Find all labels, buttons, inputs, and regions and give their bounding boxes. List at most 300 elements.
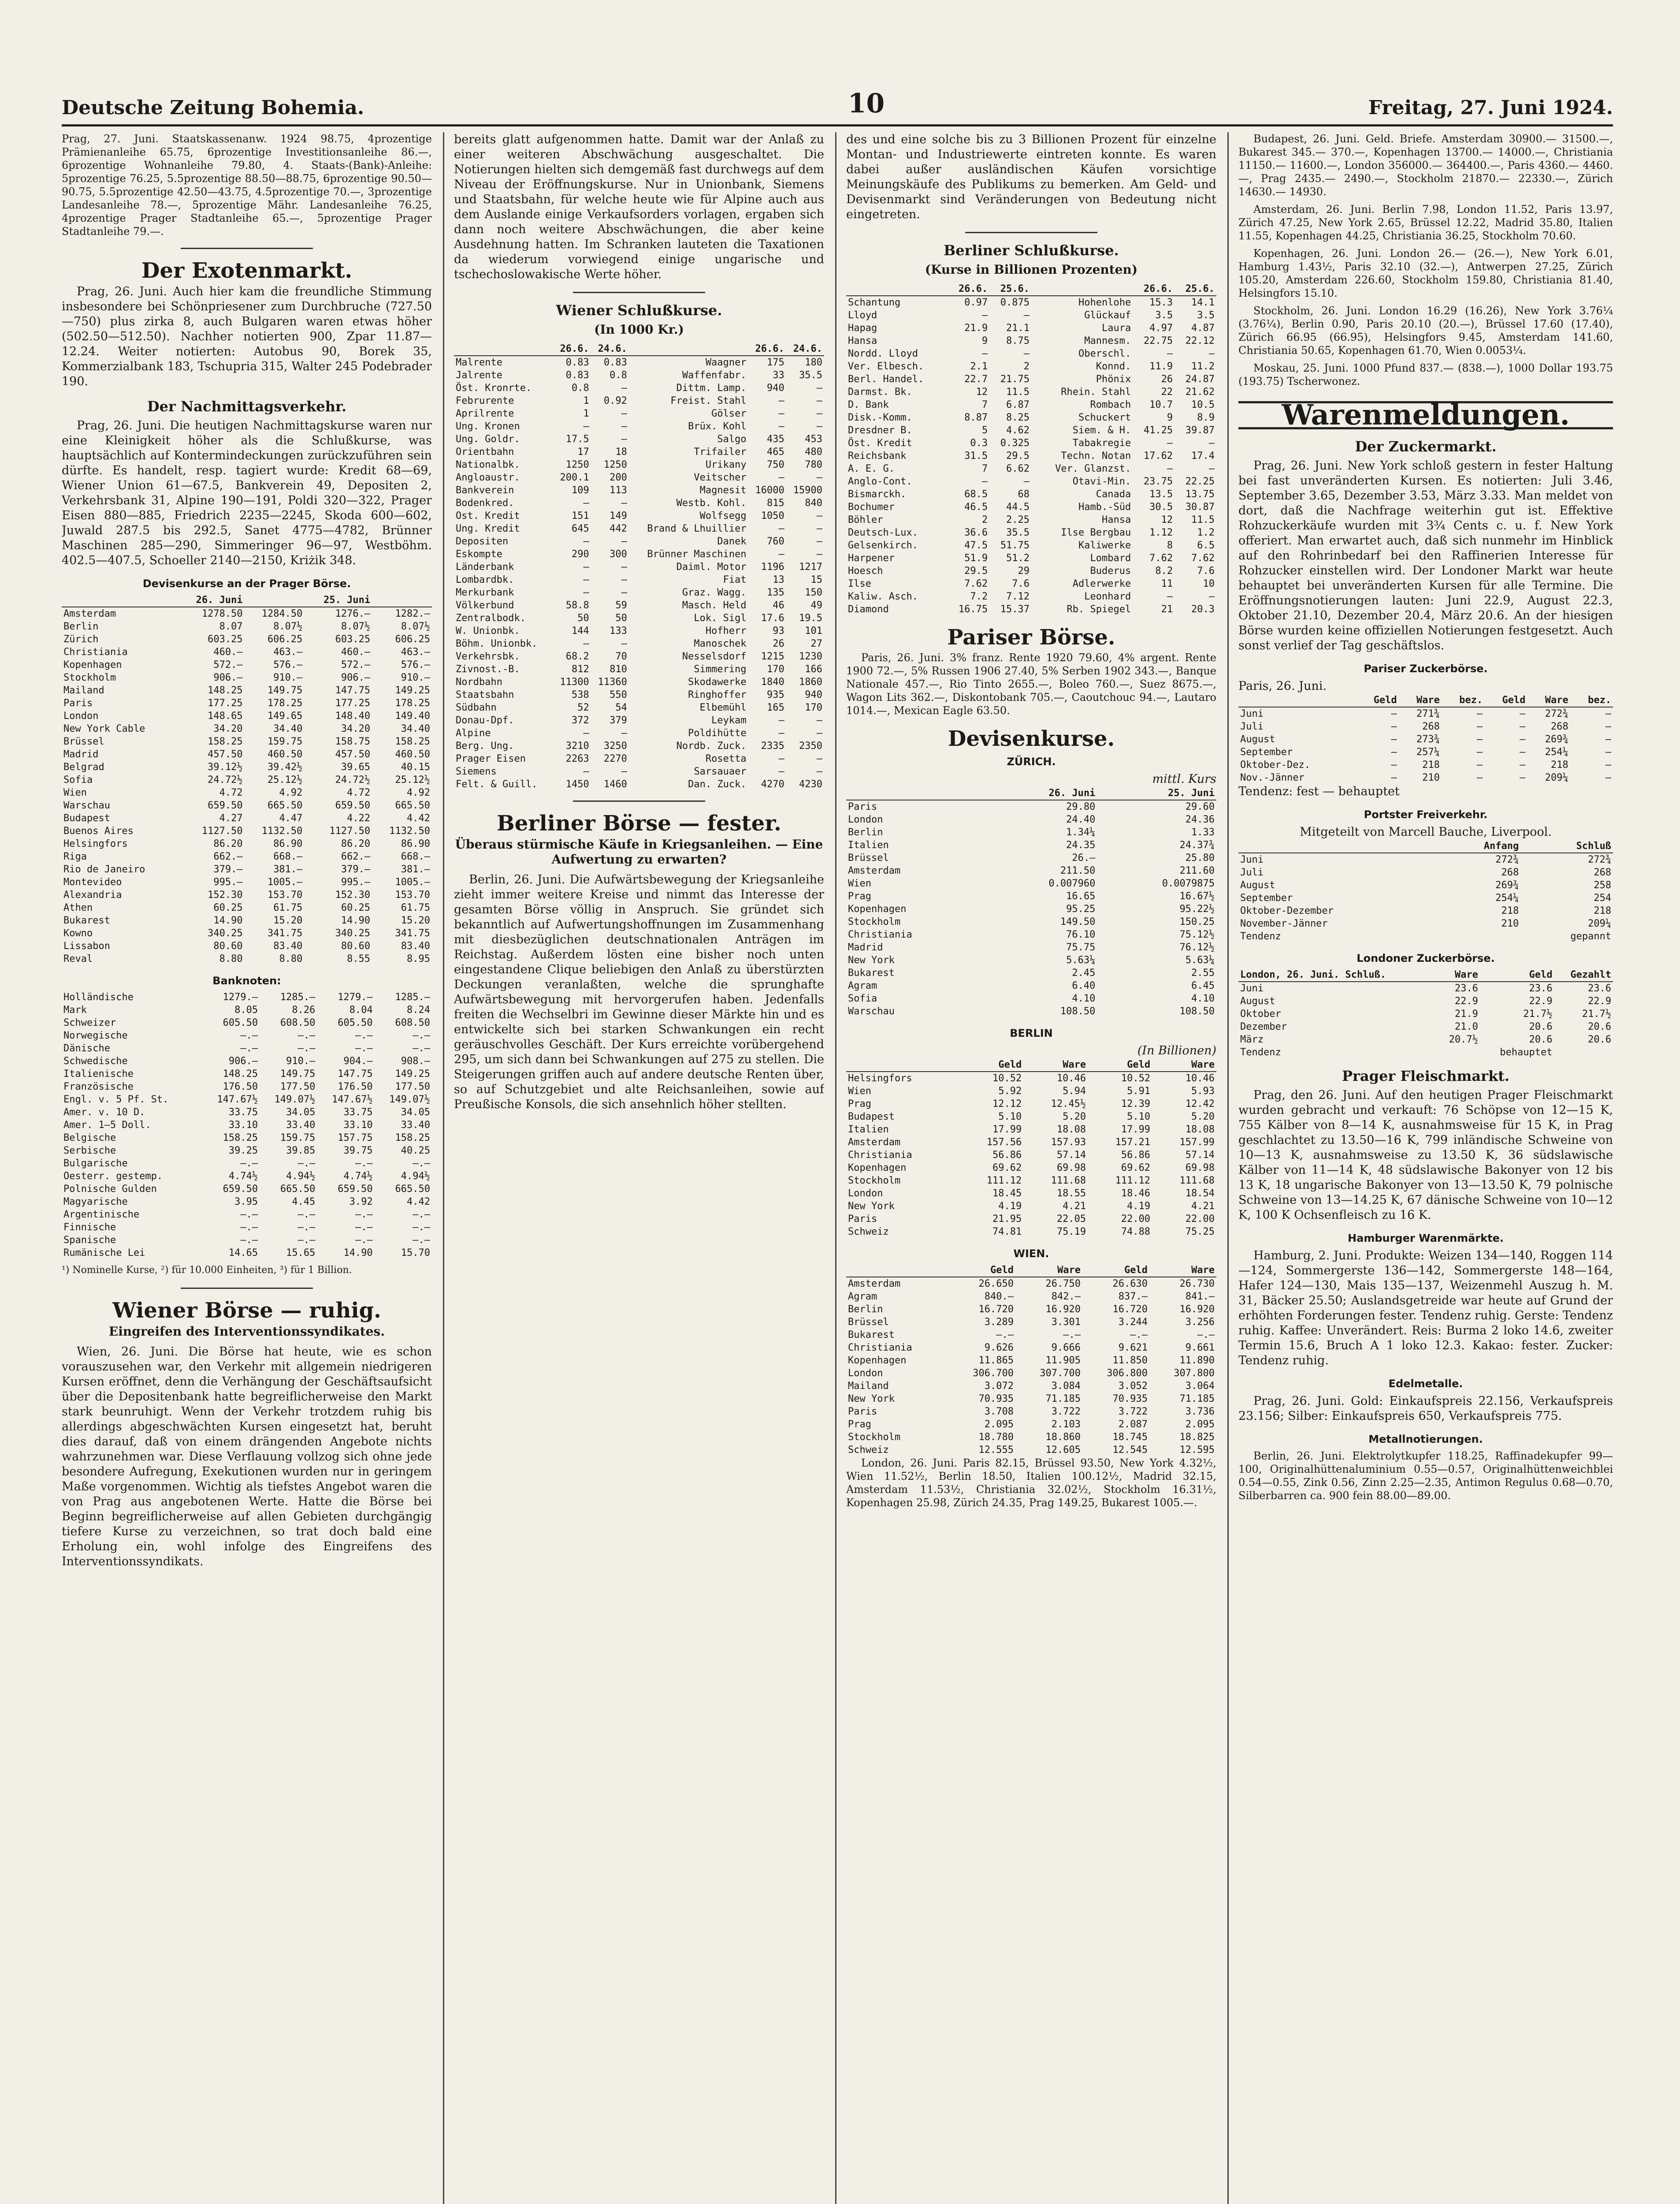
table-row [846,1303,1216,1316]
table-cell: Salgo [717,434,747,445]
table-cell: — [816,383,822,394]
table-cell: — [1167,348,1173,359]
table-cell: 840.— [984,1291,1014,1302]
table-cell: 11.905 [1045,1355,1081,1366]
table-row [846,1341,1216,1354]
table-cell: — [1167,591,1173,602]
table-cell: —.— [240,1235,258,1246]
table-cell: — [778,395,784,406]
table-row [846,1380,1216,1392]
table-row [846,826,1216,839]
table-row [846,1418,1216,1431]
table-cell: Budapest [848,1111,895,1122]
table-cell: 2 [1023,361,1030,372]
table-row [62,1042,432,1055]
table-cell: 659.50 [208,800,243,811]
table-row [62,722,432,735]
table-cell: Oktober [1240,1009,1281,1020]
table-cell: — [1391,708,1397,719]
table-cell: 58.8 [565,600,589,611]
table-cell: 22.00 [1185,1214,1215,1225]
table-cell: 51.2 [1006,553,1030,564]
table-cell: Prager Eisen [456,753,526,764]
table-cell: Athen [63,902,93,913]
table-row [846,462,1216,475]
table-row [454,701,824,714]
table-cell: Wien [848,878,871,889]
table-row [62,1183,432,1195]
table-cell: 5.20 [1191,1111,1215,1122]
column-2 [454,132,824,2204]
table-cell: Nordb. Zuck. [676,741,747,752]
table-cell: 4.22 [347,813,371,824]
column-header: Geld [1356,694,1398,707]
table-cell: Tendenz [1240,1047,1281,1058]
table-row [846,839,1216,852]
table-title: Metallnotierungen. [1368,1433,1483,1445]
wiener-schlusskurse-table [454,343,824,791]
table-cell: 12.12 [992,1098,1022,1109]
table-cell: — [583,498,589,509]
table-cell: 6.40 [1072,980,1096,991]
table-cell: Finnische [63,1222,116,1233]
table-cell: 70.935 [1112,1393,1148,1404]
table-cell: 11.5 [1006,387,1030,398]
table-row [454,663,824,676]
table-cell: 2.55 [1191,968,1215,979]
paris-zucker-table [1238,694,1613,784]
table-cell: Nationalbk. [456,459,520,470]
table-cell: 3.736 [1185,1406,1215,1417]
table-cell: 4.19 [1127,1201,1151,1212]
table-cell: 158.25 [208,736,243,747]
article-text: Amsterdam, 26. Juni. Berlin 7.98, London 11.52, Paris 13.97, Zürich 47.25, New York 2.65, Brüssel 12.22, Madrid 35.80, Italien 11.55, Kopenhagen 44.25, Christiania 36.25, Stockholm 70.60. [1238,203,1613,242]
table-cell: — [621,421,627,432]
table-cell: 9 [981,335,988,346]
table-cell: — [816,421,822,432]
table-cell: 22.7 [964,374,988,385]
table-cell: 26.— [1072,853,1096,864]
table-row [1238,707,1613,720]
table-cell: 75.25 [1185,1226,1215,1237]
table-cell: Argentinische [63,1209,140,1220]
column-header: 25. Juni [304,594,372,607]
table-cell: Urikany [705,459,747,470]
table-cell: 149.25 [395,1068,430,1080]
table-cell: 147.75 [338,1068,373,1080]
table-cell: 33.40 [401,1120,430,1131]
column-header: 25.6. [1175,283,1216,296]
article-text: Stockholm, 26. Juni. London 16.29 (16.26), New York 3.76¼ (3.76¼), Berlin 0.90, Paris 20.10 (20.—), Brüssel 17.60 (17.40), Zürich 66.95 (66.95), Helsingfors 9.45, Amsterdam 141.60, Christiania 50.65, Kopenhagen 61.70, Wien 0.0053¼. [1238,305,1613,357]
table-cell: 668.— [273,851,303,862]
table-cell: 200.1 [560,472,589,483]
table-cell: 24.72½ [208,774,243,786]
table-cell: 1230 [799,651,822,662]
table-cell: 8.07½ [273,621,303,632]
table-cell: Länderbank [456,562,514,573]
table-cell: 21.7½ [1582,1009,1611,1020]
table-cell: 662.— [341,851,371,862]
table-cell: Sofia [63,774,93,786]
table-cell: 307.800 [1174,1368,1215,1379]
table-cell: 83.40 [401,941,430,952]
table-cell: Glückauf [1084,310,1131,321]
article-text: Moskau, 25. Juni. 1000 Pfund 837.— (838.—), 1000 Dollar 193.75 (193.75) Tscherwonez. [1238,362,1613,387]
table-cell: 340.25 [335,928,371,939]
table-cell: Montevideo [63,877,122,888]
table-row [1238,771,1613,784]
table-cell: — [1476,772,1483,783]
table-row [62,1029,432,1042]
table-row [846,1444,1216,1456]
table-cell: Juli [1240,867,1264,878]
table-cell: 8.75 [1006,335,1030,346]
section-title: Der Exotenmarkt. [141,258,353,283]
table-cell: 61.75 [273,902,303,913]
table-cell: 21.62 [1185,387,1215,398]
table-cell: — [1391,772,1397,783]
table-row [62,646,432,659]
table-cell: Hoesch [848,566,883,577]
table-cell: A. E. G. [848,463,895,474]
table-cell: 645 [571,523,589,534]
table-cell: 1279.— [223,992,258,1003]
table-cell: 159.75 [280,1132,316,1143]
table-cell: 572.— [213,659,243,670]
table-cell: — [1391,721,1397,732]
table-cell: 8.2 [1155,566,1173,577]
table-cell: 11300 [560,677,589,688]
table-cell: 4270 [761,779,784,790]
table-cell: —.— [240,1209,258,1220]
table-cell: 5.63¼ [1066,955,1096,966]
table-cell: 910.— [286,1056,316,1067]
table-cell: — [583,587,589,598]
table-cell: 550 [610,689,627,700]
table-row [454,676,824,689]
table-cell: 18.46 [1121,1188,1151,1199]
table-cell: Freist. Stahl [670,395,747,406]
table-cell: 4.45 [292,1196,316,1207]
table-cell: Bochumer [848,502,895,513]
table-cell: Amer. 1—5 Doll. [63,1120,151,1131]
table-cell: Schwedische [63,1056,128,1067]
table-cell: 47.5 [964,540,988,551]
table-cell: Brüssel [848,853,889,864]
table-row [62,1055,432,1068]
table-row [454,369,824,382]
table-cell: Simmering [694,664,747,675]
column-rule [1227,132,1229,2204]
table-cell: 2263 [565,753,589,764]
table-cell: 1196 [761,562,784,573]
column-header: Geld [1082,1264,1149,1277]
table-cell: 8 [1167,540,1173,551]
table-cell: 148.25 [208,685,243,696]
table-cell: Dittm. Lamp. [676,383,747,394]
table-cell: 57.14 [1185,1150,1215,1161]
table-cell: —.— [240,1030,258,1041]
table-cell: — [816,766,822,777]
table-cell: 0.83 [565,357,589,368]
table-cell: 80.60 [213,941,243,952]
berliner-schlusskurse-table [846,283,1216,616]
table-cell: 60.25 [341,902,371,913]
table-cell: 15 [810,574,822,585]
table-cell: 4230 [799,779,822,790]
table-row [454,382,824,395]
table-cell: Hohenlohe [1078,297,1131,308]
table-cell: 1132.50 [261,826,303,837]
table-cell: 4.97 [1149,323,1173,334]
table-cell: 3.301 [1051,1317,1081,1328]
table-cell: 11.890 [1179,1355,1215,1366]
table-cell: Riga [63,851,87,862]
table-cell: 33.75 [343,1107,373,1118]
table-cell: August [1240,734,1275,745]
table-row [454,522,824,535]
table-row [846,514,1216,526]
table-cell: 435 [767,434,784,445]
table-cell: 603.25 [335,634,371,645]
table-cell: — [816,536,822,547]
table-cell: 147.67½ [217,1094,258,1105]
table-cell: Kaliw. Asch. [848,591,918,602]
table-row [846,501,1216,514]
table-row [62,684,432,697]
table-cell: 4.42 [407,1196,430,1207]
table-cell: — [621,434,627,445]
table-cell: 10 [1203,578,1215,589]
table-cell: Leonhard [1084,591,1131,602]
table-cell: Kopenhagen [63,659,122,670]
table-cell: 306.700 [973,1368,1014,1379]
table-cell: Mark [63,1005,87,1016]
table-cell: 148.25 [223,1068,258,1080]
table-cell: 904.— [343,1056,373,1067]
column-header [372,594,432,607]
table-cell: 1460 [603,779,627,790]
table-cell: — [621,728,627,739]
table-row [846,852,1216,864]
table-cell: — [1605,747,1611,758]
table-row [454,471,824,484]
section-title: Berliner Schlußkurse. [944,242,1119,259]
table-cell: 26 [1161,374,1173,385]
table-cell: 17.5 [565,434,589,445]
table-cell: 15.20 [273,915,303,926]
table-cell: Alpine [456,728,491,739]
table-cell: 33.75 [228,1107,258,1118]
table-cell: — [816,715,822,726]
table-cell: 56.86 [992,1150,1022,1161]
table-title: Londoner Zuckerbörse. [1357,952,1495,964]
table-cell: 815 [767,498,784,509]
table-row [454,727,824,740]
table-cell: Wolfsegg [699,510,747,521]
table-cell: Leykam [711,715,747,726]
table-cell: 209¼ [1588,918,1611,929]
column-header [846,283,948,296]
table-row [62,1195,432,1208]
table-cell: 170 [767,664,784,675]
table-cell: 2.45 [1072,968,1096,979]
table-cell: 12.39 [1121,1098,1151,1109]
table-cell: 113 [610,485,627,496]
table-row [846,1149,1216,1162]
table-cell: 22.12 [1185,335,1215,346]
table-cell: 8.24 [407,1005,430,1016]
table-cell: 307.700 [1040,1368,1081,1379]
table-title: Edelmetalle. [1388,1378,1463,1390]
london-zucker-table [1238,968,1613,1059]
table-row [62,1132,432,1144]
table-cell: — [1476,747,1483,758]
column-header [846,1264,948,1277]
table-row [846,577,1216,590]
table-row [62,1093,432,1106]
table-row [62,940,432,953]
table-cell: Dan. Zuck. [688,779,747,790]
table-cell: 10.52 [1121,1073,1151,1084]
table-row [454,497,824,510]
table-cell: — [1605,708,1611,719]
table-cell: 4.21 [1191,1201,1215,1212]
column-header [245,594,305,607]
table-cell: März [1240,1034,1264,1045]
table-title: ZÜRICH. [1007,756,1056,768]
table-cell: Rio de Janeiro [63,864,145,875]
table-cell: 149.40 [395,711,430,722]
table-cell: 29 [1018,566,1030,577]
table-row [62,991,432,1004]
column-header: Ware [1015,1264,1082,1277]
table-cell: Spanische [63,1235,116,1246]
table-cell: 8.04 [349,1005,373,1016]
table-cell: — [1023,310,1030,321]
table-cell: Nordd. Lloyd [848,348,918,359]
column-header [62,594,177,607]
article-text: Hamburg, 2. Juni. Produkte: Weizen 134—140, Roggen 114—124, Sommergerste 136—142, Sommergerste 148—164, Hafer 124—130, Mais 135—137, Weizenmehl Auszug h. M. 31, Bäcker 25.50; Auslandsgetreide war heute auf Grund der erhöhten Forderungen fester. Tendenz ruhig. Gerste: Tendenz ruhig. Kaffee: Unverändert. Reis: Burma 2 loko 14.6, zweiter Termin 15.6, Bruch A 1 loko 12.3. Kakao: fester. Zucker: Tendenz ruhig. [1238,1249,1613,1367]
table-cell: 341.75 [267,928,303,939]
table-cell: 71.185 [1179,1393,1215,1404]
table-cell: 457.50 [208,749,243,760]
table-cell: —.— [297,1158,316,1169]
table-cell: Madrid [63,749,99,760]
article-text: Budapest, 26. Juni. Geld. Briefe. Amsterdam 30900.— 31500.—, Bukarest 345.— 370.—, Kopenhagen 13700.— 14000.—, Christiania 11150.— 11600.—, London 356000.— 364400.—, Paris 4360.— 4460.—, Prag 2435.— 2490.—, Stockholm 21870.— 22330.—, Zürich 14630.— 14930. [1238,133,1613,198]
table-row [454,548,824,561]
table-cell: 200 [610,472,627,483]
table-row [846,360,1216,373]
table-cell: Christiania [848,1150,912,1161]
table-cell: 7.6 [1197,566,1215,577]
table-cell: 1284.50 [261,608,303,619]
table-row [846,1085,1216,1098]
table-cell: Reval [63,953,93,964]
table-cell: gepannt [1570,931,1611,942]
table-row [454,740,824,752]
table-cell: 4.21 [1063,1201,1086,1212]
table-cell: 59 [615,600,627,611]
table-cell: 158.25 [395,736,430,747]
table-cell: — [583,421,589,432]
table-cell: 0.3 [970,438,988,449]
table-cell: 21 [1161,604,1173,615]
table-cell: 23.6 [1454,983,1478,994]
table-cell: 69.98 [1185,1162,1215,1173]
table-cell: 1.12 [1149,527,1173,538]
section-title: Prager Fleischmarkt. [1342,1068,1510,1084]
table-cell: Brünner Maschinen [647,549,747,560]
table-cell: 3.052 [1118,1381,1148,1392]
column-3 [846,132,1216,2204]
table-row [846,877,1216,890]
table-cell: — [1605,734,1611,745]
table-cell: Tabakregie [1072,438,1131,449]
table-cell: 780 [805,459,822,470]
table-cell: 135 [767,587,784,598]
table-cell: 22.75 [1143,335,1173,346]
table-cell: —.— [413,1158,430,1169]
table-cell: 29.60 [1185,801,1215,812]
table-cell: Mailand [848,1381,889,1392]
table-cell: 460.50 [267,749,303,760]
table-cell: 381.— [401,864,430,875]
article-text: bereits glatt aufgenommen hatte. Damit war der Anlaß zu einer weiteren Abschwächung ausgeschaltet. Die Notierungen hielten sich demgemäß fast durchwegs auf dem Niveau der Eröffnungskurse. Nur in Unionbank, Siemens und Staatsbahn, für welche heute wie für Alpine auch aus dem Auslande einige Verkaufsorders vorlagen, ergaben sich dann noch weitere Abschwächungen, die aber keine Ausdehnung hatten. Im Schranken lauteten die Taxationen da wiederum vorwiegend einige ungarische und tschechoslowakische Werte höher. [454,133,824,281]
column-header [846,787,990,800]
table-cell: 12 [976,387,988,398]
table-cell: Dresdner B. [848,425,912,436]
column-4 [1238,132,1613,2204]
table-cell: Kowno [63,928,93,939]
table-cell: London [63,711,99,722]
table-cell: 20.6 [1588,1034,1611,1045]
table-cell: 1250 [565,459,589,470]
table-cell: Rumänische Lei [63,1247,145,1258]
table-cell: 22 [1161,387,1173,398]
column-header: 24.6. [786,343,824,356]
table-cell: 157.99 [1179,1137,1215,1148]
table-cell: 153.70 [395,890,430,901]
table-cell: 26.630 [1112,1278,1148,1289]
table-row [454,356,824,369]
column-header: Geld [959,1058,1023,1072]
liverpool-table [1238,840,1613,943]
table-row [846,450,1216,462]
table-row [846,979,1216,992]
table-cell: — [981,310,988,321]
table-cell: 11.5 [1191,514,1215,525]
table-cell: 5.20 [1063,1111,1086,1122]
table-cell: Madrid [848,942,883,953]
table-cell: 30.5 [1149,502,1173,513]
table-cell: Böhm. Unionbk. [456,638,538,649]
table-cell: London [848,1188,883,1199]
table-cell: Nesselsdorf [682,651,747,662]
table-cell: 158.75 [335,736,371,747]
table-cell: 3.244 [1118,1317,1148,1328]
table-cell: —.— [413,1030,430,1041]
table-cell: Ung. Kronen [456,421,520,432]
article-text: Berlin, 26. Juni. Die Aufwärtsbewegung der Kriegsanleihe zieht immer weitere Kreise und nimmt das Interesse der gesamten Börse völlig in Anspruch. Sie gründet sich bekanntlich auf Aufwertungshoffnungen im Zusammenhang mit diesbezüglichen deutschnationalen Anträgen im Reichstag. Außerdem lösten eine bisher noch unten eingestandene Clique beliebigen den Anlaß zu überstürzten Deckungen veranlaßten, welche die sprunghafte Aufwärtsbewegung mit hervorgerufen haben. Jedenfalls freiten die Wechselbri im Gewinne dieser Märkte hin und es entwickelte sich bei starken Schwankungen ein recht geräuschvolles Geschäft. Der Kurs erreichte vorübergehend 295, um sich dann bei Schwankungen auf 275 zu stellen. Die Steigerungen griffen auch auf andere deutsche Renten über, so auf Schutzgebiet und alte Reichsanleihen, sowie auf Preußische Konsols, die sich ansehnlich höher stellten. [454,873,824,1111]
table-note: Tendenz: fest — behauptet [1238,785,1400,798]
section-title: Berliner Börse — fester. [497,811,781,836]
table-cell: Ver. Glanzst. [1055,463,1131,474]
table-cell: 812 [571,664,589,675]
table-cell: 606.25 [395,634,430,645]
table-cell: — [1476,708,1483,719]
table-row [62,863,432,876]
